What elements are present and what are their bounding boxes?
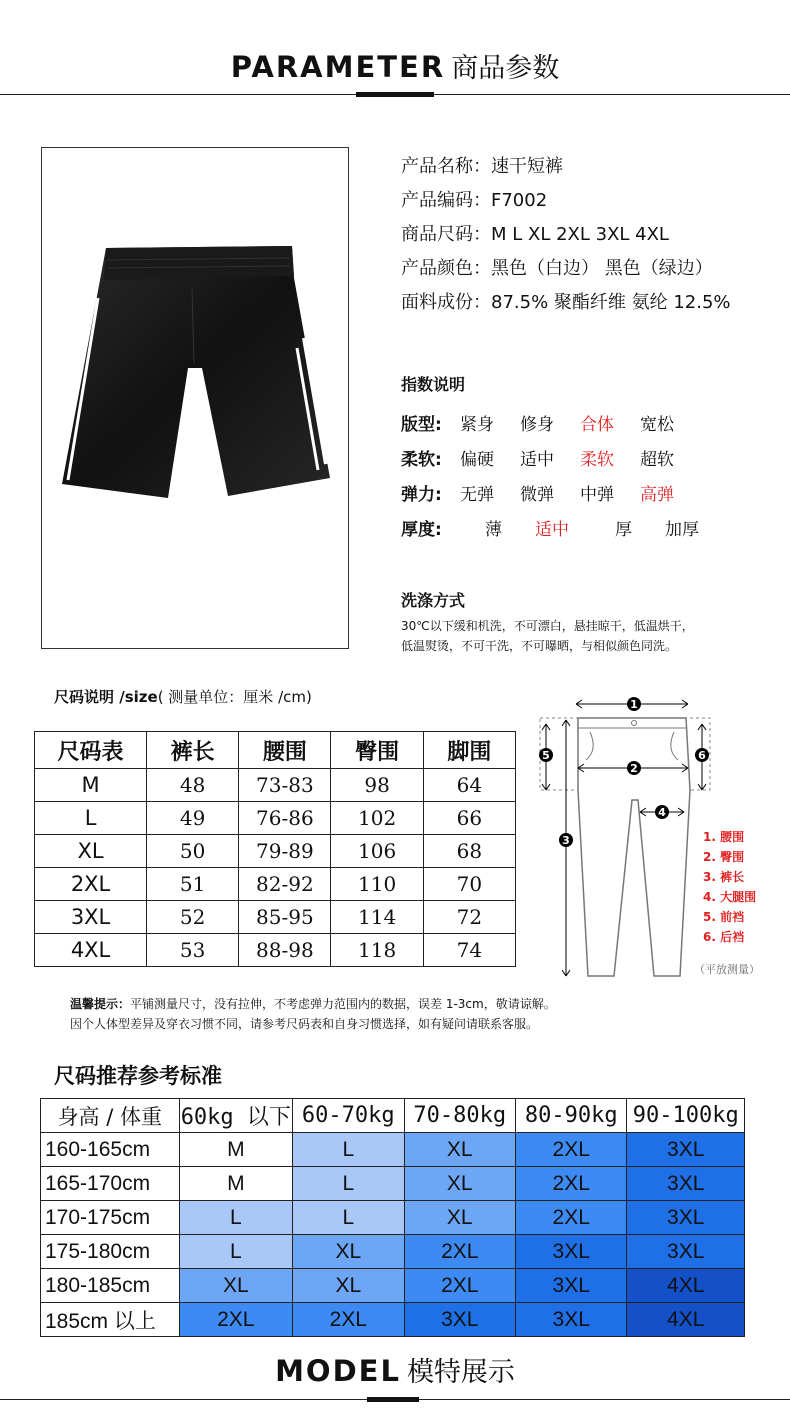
marker-2: 2 <box>630 762 638 775</box>
recommend-header-row <box>41 1099 745 1133</box>
size-caption <box>54 686 312 707</box>
marker-3: 3 <box>562 834 570 847</box>
index-option: 厚 <box>615 520 632 540</box>
table-row <box>35 901 516 934</box>
size-value-cell: 110 <box>331 868 423 901</box>
size-value-cell: 48 <box>147 769 239 802</box>
recommend-size-cell: 4XL <box>627 1303 745 1337</box>
size-label-cell: 2XL <box>35 868 147 901</box>
recommend-header-cell: 80-90kg <box>515 1099 626 1133</box>
height-range-cell: 165-170cm <box>41 1167 180 1201</box>
size-value-cell: 51 <box>147 868 239 901</box>
tips-text <box>70 994 556 1034</box>
table-row <box>41 1235 745 1269</box>
size-value-cell: 82-92 <box>239 868 331 901</box>
param-colors: 产品颜色：黑色（白边） 黑色（绿边） <box>401 258 713 279</box>
index-option-selected: 合体 <box>580 415 614 435</box>
index-option-selected: 柔软 <box>580 450 614 470</box>
wash-title: 洗涤方式 <box>401 591 466 610</box>
tips-line-1: 平铺测量尺寸，没有拉伸，不考虑弹力范围内的数据，误差 1-3cm，敬请谅解。 <box>130 997 556 1011</box>
recommend-size-cell: 3XL <box>404 1303 515 1337</box>
size-value-cell: 76-86 <box>239 802 331 835</box>
size-value-cell: 73-83 <box>239 769 331 802</box>
size-value-cell: 50 <box>147 835 239 868</box>
recommend-size-cell: 2XL <box>515 1133 626 1167</box>
size-value-cell: 66 <box>423 802 515 835</box>
size-table <box>34 731 516 967</box>
index-label: 弹力: <box>401 485 442 505</box>
index-label: 版型: <box>401 415 442 435</box>
header-en: MODEL <box>275 1354 401 1388</box>
marker-1: 1 <box>630 698 638 711</box>
table-row <box>35 802 516 835</box>
size-value-cell: 85-95 <box>239 901 331 934</box>
shorts-image <box>42 148 348 648</box>
index-option: 宽松 <box>640 415 674 435</box>
table-row <box>41 1269 745 1303</box>
index-option: 紧身 <box>460 415 494 435</box>
size-label-cell: XL <box>35 835 147 868</box>
wash-text <box>401 616 694 656</box>
recommend-size-cell: 2XL <box>179 1303 292 1337</box>
size-header-cell: 尺码表 <box>35 732 147 769</box>
size-value-cell: 88-98 <box>239 934 331 967</box>
index-option-selected: 适中 <box>535 520 569 540</box>
recommend-size-cell: 3XL <box>515 1303 626 1337</box>
size-label-cell: L <box>35 802 147 835</box>
legend-item: 3. 裤长 <box>703 870 745 884</box>
recommend-size-cell: 3XL <box>627 1133 745 1167</box>
recommend-size-cell: XL <box>293 1269 404 1303</box>
index-label: 厚度: <box>401 520 442 540</box>
table-row <box>41 1167 745 1201</box>
param-code: 产品编码：F7002 <box>401 190 548 211</box>
recommend-size-cell: XL <box>179 1269 292 1303</box>
height-range-cell: 175-180cm <box>41 1235 180 1269</box>
size-value-cell: 64 <box>423 769 515 802</box>
index-option-selected: 高弹 <box>640 485 674 505</box>
size-header-cell: 腰围 <box>239 732 331 769</box>
recommend-size-cell: XL <box>404 1201 515 1235</box>
size-value-cell: 106 <box>331 835 423 868</box>
index-option: 适中 <box>520 450 554 470</box>
legend-item: 4. 大腿围 <box>703 890 757 904</box>
recommend-size-cell: XL <box>404 1133 515 1167</box>
recommend-header-cell: 60-70kg <box>293 1099 404 1133</box>
size-value-cell: 52 <box>147 901 239 934</box>
size-value-cell: 118 <box>331 934 423 967</box>
diagram-legend <box>703 827 756 947</box>
wash-line-1: 30℃以下缓和机洗，不可漂白，悬挂晾干，低温烘干， <box>401 619 694 633</box>
legend-item: 2. 臀围 <box>703 850 745 864</box>
recommend-size-cell: L <box>179 1235 292 1269</box>
size-label-cell: 3XL <box>35 901 147 934</box>
param-fabric: 面料成份：87.5% 聚酯纤维 氨纶 12.5% <box>401 292 731 313</box>
header-zh: 商品参数 <box>451 53 560 84</box>
table-row <box>41 1201 745 1235</box>
size-header-cell: 裤长 <box>147 732 239 769</box>
size-value-cell: 102 <box>331 802 423 835</box>
index-option: 偏硬 <box>460 450 494 470</box>
index-title: 指数说明 <box>401 375 466 394</box>
recommend-title: 尺码推荐参考标准 <box>54 1064 222 1088</box>
table-row <box>35 835 516 868</box>
index-row <box>401 480 701 504</box>
index-option: 中弹 <box>580 485 614 505</box>
index-option: 加厚 <box>665 520 699 540</box>
param-sizes: 商品尺码：M L XL 2XL 3XL 4XL <box>401 224 669 245</box>
recommend-table <box>40 1098 745 1337</box>
marker-4: 4 <box>658 806 666 819</box>
index-option: 无弹 <box>460 485 494 505</box>
size-value-cell: 70 <box>423 868 515 901</box>
index-row <box>401 515 701 539</box>
footer-accent-bar <box>367 1397 419 1402</box>
recommend-size-cell: 2XL <box>404 1269 515 1303</box>
header-zh: 模特展示 <box>406 1357 515 1388</box>
size-value-cell: 79-89 <box>239 835 331 868</box>
height-range-cell: 185cm 以上 <box>41 1303 180 1337</box>
pants-diagram <box>528 690 718 990</box>
header-accent-bar <box>356 92 434 97</box>
size-label-cell: 4XL <box>35 934 147 967</box>
section-header-parameter <box>0 46 790 85</box>
recommend-size-cell: 3XL <box>515 1235 626 1269</box>
table-row <box>41 1133 745 1167</box>
section-header-model <box>0 1350 790 1389</box>
tips-label: 温馨提示： <box>70 997 131 1011</box>
recommend-size-cell: 3XL <box>627 1235 745 1269</box>
index-option: 薄 <box>485 520 502 540</box>
recommend-size-cell: 2XL <box>293 1303 404 1337</box>
marker-5: 5 <box>542 749 550 762</box>
index-option: 超软 <box>640 450 674 470</box>
table-row <box>35 934 516 967</box>
size-caption-unit: ( 测量单位：厘米 /cm) <box>157 688 312 706</box>
size-value-cell: 68 <box>423 835 515 868</box>
flat-measure-note: （平放测量） <box>694 963 760 976</box>
height-range-cell: 170-175cm <box>41 1201 180 1235</box>
marker-6: 6 <box>698 749 706 762</box>
size-label-cell: M <box>35 769 147 802</box>
legend-item: 1. 腰围 <box>703 830 745 844</box>
recommend-header-cell: 60kg 以下 <box>179 1099 292 1133</box>
index-label: 柔软: <box>401 450 442 470</box>
legend-item: 6. 后裆 <box>703 930 745 944</box>
recommend-header-cell: 70-80kg <box>404 1099 515 1133</box>
recommend-size-cell: M <box>179 1133 292 1167</box>
table-row <box>41 1303 745 1337</box>
table-row <box>35 868 516 901</box>
recommend-size-cell: L <box>293 1133 404 1167</box>
recommend-size-cell: XL <box>293 1235 404 1269</box>
size-header-cell: 臀围 <box>331 732 423 769</box>
height-range-cell: 180-185cm <box>41 1269 180 1303</box>
param-list <box>401 150 731 320</box>
param-name: 产品名称：速干短裤 <box>401 156 563 177</box>
size-value-cell: 49 <box>147 802 239 835</box>
height-range-cell: 160-165cm <box>41 1133 180 1167</box>
tips-line-2: 因个人体型差异及穿衣习惯不同，请参考尺码表和自身习惯选择，如有疑问请联系客服。 <box>70 1017 539 1031</box>
recommend-size-cell: L <box>293 1167 404 1201</box>
legend-item: 5. 前裆 <box>703 910 745 924</box>
size-value-cell: 98 <box>331 769 423 802</box>
size-value-cell: 114 <box>331 901 423 934</box>
table-row <box>35 769 516 802</box>
index-option: 微弹 <box>520 485 554 505</box>
recommend-size-cell: 3XL <box>627 1167 745 1201</box>
header-en: PARAMETER <box>230 50 446 84</box>
index-row <box>401 410 701 434</box>
recommend-size-cell: 2XL <box>515 1167 626 1201</box>
index-option: 修身 <box>520 415 554 435</box>
recommend-size-cell: 3XL <box>627 1201 745 1235</box>
index-row <box>401 445 701 469</box>
size-value-cell: 53 <box>147 934 239 967</box>
recommend-header-cell: 90-100kg <box>627 1099 745 1133</box>
size-caption-bold: 尺码说明 /size <box>54 688 158 706</box>
recommend-size-cell: L <box>293 1201 404 1235</box>
recommend-size-cell: 4XL <box>627 1269 745 1303</box>
size-header-cell: 脚围 <box>423 732 515 769</box>
product-photo <box>41 147 349 649</box>
size-table-header <box>35 732 516 769</box>
recommend-header-cell: 身高 / 体重 <box>41 1099 180 1133</box>
recommend-size-cell: 2XL <box>515 1201 626 1235</box>
size-value-cell: 74 <box>423 934 515 967</box>
pants-outline <box>578 718 690 976</box>
recommend-size-cell: 3XL <box>515 1269 626 1303</box>
wash-line-2: 低温熨烫，不可干洗，不可曝晒，与相似颜色同洗。 <box>401 639 678 653</box>
recommend-size-cell: XL <box>404 1167 515 1201</box>
recommend-size-cell: 2XL <box>404 1235 515 1269</box>
recommend-size-cell: L <box>179 1201 292 1235</box>
recommend-size-cell: M <box>179 1167 292 1201</box>
size-value-cell: 72 <box>423 901 515 934</box>
